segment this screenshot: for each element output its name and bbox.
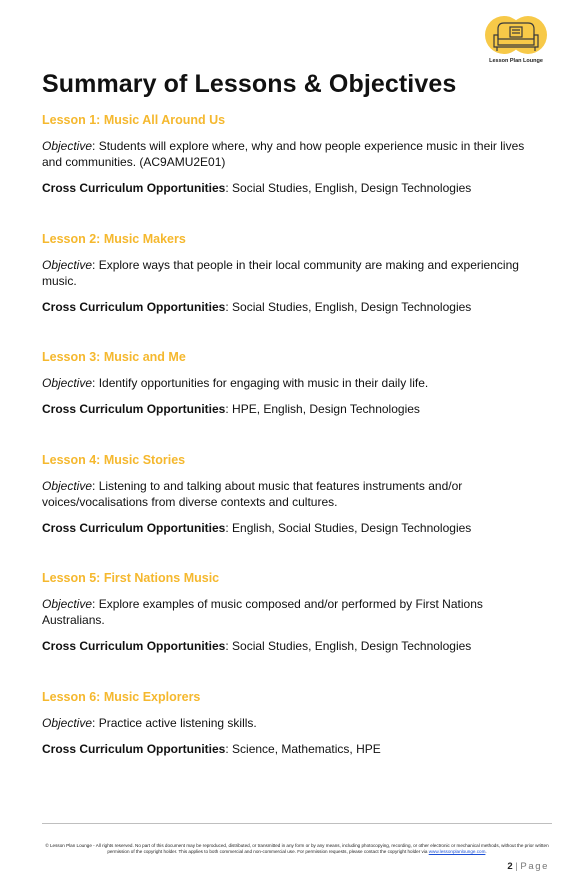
cross-text: : Science, Mathematics, HPE (225, 742, 381, 756)
logo-couch-icon (484, 13, 548, 57)
lesson-cross-curriculum (42, 299, 547, 315)
cross-text: : English, Social Studies, Design Technologies (225, 521, 472, 535)
lesson-cross-curriculum (42, 180, 547, 196)
lesson-title: Lesson 3: Music and Me (42, 350, 186, 364)
cross-label: Cross Curriculum Opportunities (42, 639, 226, 653)
objective-text: : Practice active listening skills. (92, 716, 257, 730)
objective-text: : Identify opportunities for engaging with music in their daily life. (92, 376, 429, 390)
lesson-4 (42, 453, 547, 536)
objective-label: Objective (42, 376, 93, 390)
lesson-title: Lesson 2: Music Makers (42, 232, 186, 246)
lesson-title: Lesson 4: Music Stories (42, 453, 186, 467)
objective-label: Objective (42, 139, 93, 153)
cross-text: : Social Studies, English, Design Technologies (225, 300, 472, 314)
page-number-word: Page (520, 861, 549, 872)
cross-text: : Social Studies, English, Design Technologies (225, 639, 472, 653)
website-link[interactable]: www.lessonplanlounge.com (428, 849, 486, 854)
lesson-2 (42, 232, 547, 315)
lesson-6 (42, 690, 547, 757)
footer-divider (42, 823, 552, 824)
lesson-objective (42, 715, 547, 731)
lesson-cross-curriculum (42, 638, 547, 654)
footer-period: . (485, 849, 487, 854)
objective-text: : Explore ways that people in their local community are making and experiencing music. (42, 258, 519, 288)
logo-text: Lesson Plan Lounge (489, 58, 543, 64)
objective-text: : Explore examples of music composed and/or performed by First Nations Australians. (42, 597, 483, 627)
objective-text: : Students will explore where, why and how people experience music in their lives and communities. (AC9AMU2E01) (42, 139, 525, 169)
page-title: Summary of Lessons & Objectives (42, 70, 457, 98)
lesson-objective (42, 478, 547, 510)
cross-label: Cross Curriculum Opportunities (42, 402, 226, 416)
lesson-cross-curriculum (42, 741, 547, 757)
lesson-title: Lesson 6: Music Explorers (42, 690, 201, 704)
lesson-1 (42, 113, 547, 196)
lesson-objective (42, 596, 547, 628)
lesson-cross-curriculum (42, 520, 547, 536)
lesson-objective (42, 257, 547, 289)
lesson-objective (42, 138, 547, 170)
lesson-3 (42, 350, 547, 417)
objective-label: Objective (42, 479, 93, 493)
logo (482, 13, 550, 69)
objective-label: Objective (42, 716, 93, 730)
page-number-value: 2 (507, 861, 513, 872)
lesson-title: Lesson 5: First Nations Music (42, 571, 220, 585)
page-number (507, 861, 549, 872)
lesson-title: Lesson 1: Music All Around Us (42, 113, 226, 127)
cross-text: : HPE, English, Design Technologies (225, 402, 420, 416)
lesson-objective (42, 375, 547, 391)
cross-label: Cross Curriculum Opportunities (42, 300, 226, 314)
cross-text: : Social Studies, English, Design Technologies (225, 181, 472, 195)
lesson-cross-curriculum (42, 401, 547, 417)
cross-label: Cross Curriculum Opportunities (42, 742, 226, 756)
copyright-footer (42, 843, 552, 855)
objective-label: Objective (42, 597, 93, 611)
cross-label: Cross Curriculum Opportunities (42, 181, 226, 195)
objective-text: : Listening to and talking about music that features instruments and/or voices/vocalisations from diverse contexts and cultures. (42, 479, 463, 509)
cross-label: Cross Curriculum Opportunities (42, 521, 226, 535)
objective-label: Objective (42, 258, 93, 272)
lesson-5 (42, 571, 547, 654)
copyright-text: © Lesson Plan Lounge - All rights reserved. No part of this document may be reproduced, distributed, or transmitted in any form or by any means, including photocopying, recording, or other electronic or mechanical methods, without the prior written permission of the copyright holder. This applies to both commercial and non-commercial use. For permission requests, please contact the copyright holder via (45, 843, 549, 854)
page-number-separator: | (515, 861, 518, 872)
